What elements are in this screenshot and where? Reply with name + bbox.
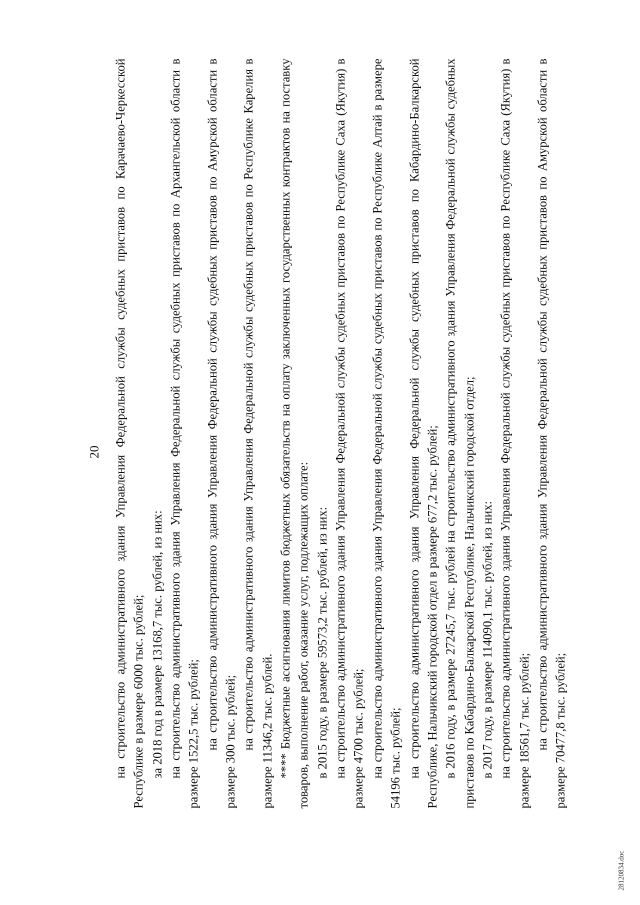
footer-filename: 28120834.doc — [617, 850, 626, 891]
rotated-page-content — [1, 0, 640, 905]
document-body — [112, 59, 571, 809]
paragraph: на строительство административного здания Управления Федеральной службы судебных приставов по Республике Саха (Якутия) в размере 4700 тыс. рублей; — [333, 58, 366, 809]
paragraph: на строительство административного здания Управления Федеральной службы судебных приставов по Республике Карелия в размере 11346,2 тыс. рублей. — [241, 58, 275, 809]
paragraph: на строительство административного здания Управления Федеральной службы судебных приставов по Амурской области в размере 70477,8 тыс. рублей; — [535, 58, 568, 809]
paragraph: за 2018 год в размере 13168,7 тыс. рублей, из них: — [150, 510, 165, 779]
paragraph: на строительство административного здания Управления Федеральной службы судебных приставов по Республике Алтай в размере 54196 тыс. рублей; — [370, 58, 403, 809]
paragraph: на строительство административного здания Управления Федеральной службы судебных приставов по Амурской области в размере 300 тыс. рублей; — [205, 58, 238, 809]
paragraph: на строительство административного здания Управления Федеральной службы судебных приставов по Кабардино-Балкарской Республике, Нальчикский городской отдел в размере 677,2 тыс. рублей; — [407, 58, 440, 809]
paragraph: в 2016 году, в размере 27245,7 тыс. рублей на строительство административного здания Управления Федеральной службы судебных приставов по Кабардино-Балкарской Республике, Нальчикский городской отдел; — [443, 58, 477, 809]
page-number: 20 — [86, 445, 102, 459]
paragraph: на строительство административного здания Управления Федеральной службы судебных приставов по Республике Саха (Якутия) в размере 18561,7 тыс. рублей; — [498, 58, 532, 809]
paragraph: в 2017 году, в размере 114090,1 тыс. рублей, из них: — [480, 501, 495, 779]
paragraph: на строительство административного здания Управления Федеральной службы судебных приставов по Карачаево-Черкесской Республике в размере 6000 тыс. рублей; — [113, 58, 146, 809]
paragraph: на строительство административного здания Управления Федеральной службы судебных приставов по Архангельской области в размере 1522,5 тыс. рублей; — [168, 58, 201, 809]
paragraph: **** Бюджетные ассигнования лимитов бюджетных обязательств на оплату заключенных государственных контрактов на поставку товаров, выполнение работ, оказание услуг, подлежащих оплате: — [278, 58, 311, 809]
paragraph: в 2015 году, в размере 59573,2 тыс. рублей, из них: — [315, 506, 330, 779]
